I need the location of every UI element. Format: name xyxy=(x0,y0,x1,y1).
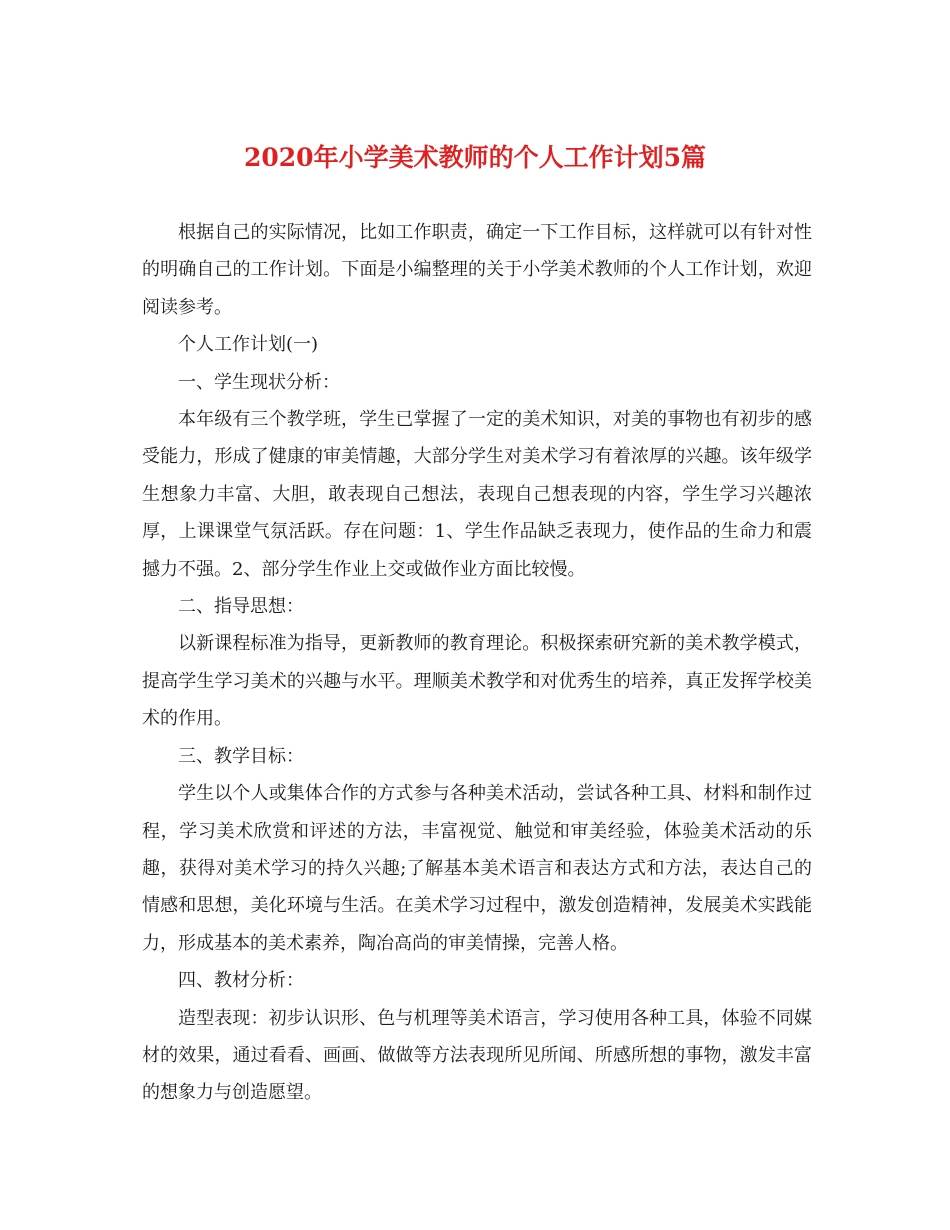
textbook-analysis-paragraph: 造型表现：初步认识形、色与机理等美术语言，学习使用各种工具，体验不同媒材的效果，通过看看、画画、做做等方法表现所见所闻、所感所想的事物，激发丰富的想象力与创造愿望。 xyxy=(142,1007,812,1104)
student-analysis-paragraph: 本年级有三个教学班，学生已掌握了一定的美术知识，对美的事物也有初步的感受能力，形成了健康的审美情趣，大部分学生对美术学习有着浓厚的兴趣。该年级学生想象力丰富、大胆，敢表现自己想法，表现自己想表现的内容，学生学习兴趣浓厚，上课课堂气氛活跃。存在问题：1、学生作品缺乏表现力，使作品的生命力和震撼力不强。2、部分学生作业上交或做作业方面比较慢。 xyxy=(142,409,812,580)
section-heading-plan-1: 个人工作计划(一) xyxy=(178,334,319,356)
section-heading-textbook-analysis: 四、教材分析： xyxy=(178,970,304,992)
teaching-goals-paragraph: 学生以个人或集体合作的方式参与各种美术活动，尝试各种工具、材料和制作过程，学习美术欣赏和评述的方法，丰富视觉、触觉和审美经验，体验美术活动的乐趣，获得对美术学习的持久兴趣;了解基本美术语言和表达方式和方法，表达自己的情感和思想，美化环境与生活。在美术学习过程中，激发创造精神，发展美术实践能力，形成基本的美术素养，陶冶高尚的审美情操，完善人格。 xyxy=(142,783,812,954)
intro-paragraph: 根据自己的实际情况，比如工作职责，确定一下工作目标，这样就可以有针对性的明确自己的工作计划。下面是小编整理的关于小学美术教师的个人工作计划，欢迎阅读参考。 xyxy=(142,222,812,318)
document-title: 2020年小学美术教师的个人工作计划5篇 xyxy=(244,143,706,172)
section-heading-teaching-goals: 三、教学目标： xyxy=(178,745,304,767)
guiding-ideology-paragraph: 以新课程标准为指导，更新教师的教育理论。积极探索研究新的美术教学模式，提高学生学习美术的兴趣与水平。理顺美术教学和对优秀生的培养，真正发挥学校美术的作用。 xyxy=(142,633,812,730)
section-heading-student-analysis: 一、学生现状分析： xyxy=(178,371,340,393)
document-body xyxy=(142,214,812,1112)
section-heading-guiding-ideology: 二、指导思想： xyxy=(178,596,304,618)
